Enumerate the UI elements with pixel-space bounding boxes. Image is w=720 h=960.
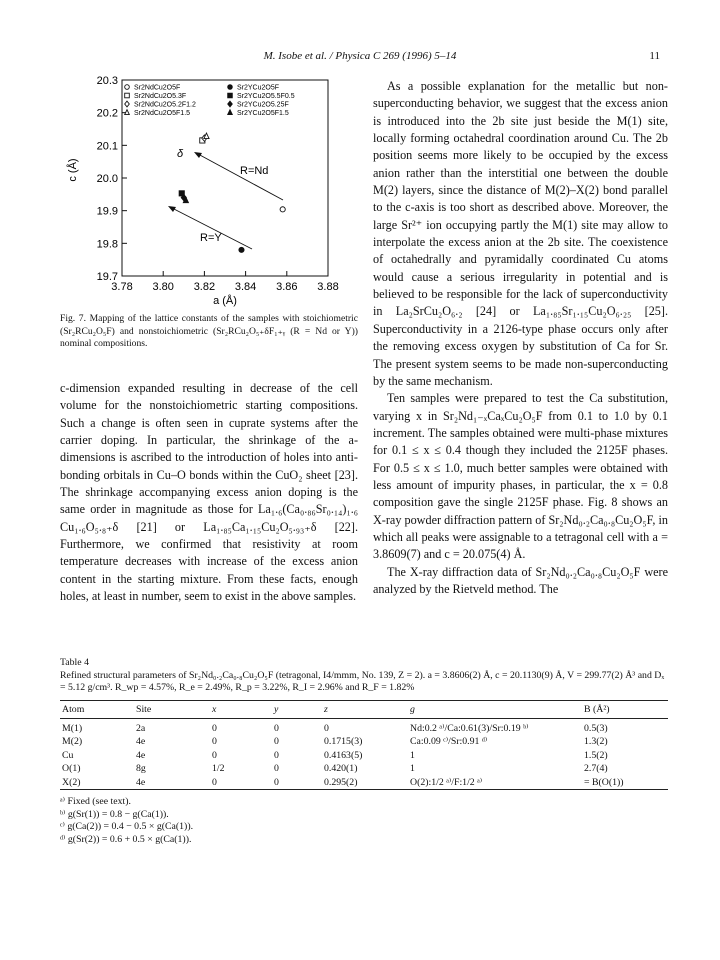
- table-cell: 0: [274, 722, 279, 734]
- col-header-site: Site: [134, 700, 210, 718]
- table-cell: 1.3(2): [584, 736, 608, 748]
- col-header-y: y: [272, 700, 322, 718]
- running-title: M. Isobe et al. / Physica C 269 (1996) 5–14: [263, 50, 457, 62]
- table-cell: Cu: [62, 749, 74, 761]
- data-point-marker: [228, 93, 233, 98]
- y-tick-label: 19.8: [96, 238, 118, 251]
- legend-entry: Sr2NdCu2O5F1.5: [134, 110, 191, 117]
- table-cell: 0: [274, 763, 279, 775]
- table-cell: 1: [410, 763, 415, 775]
- table-footnote: ᶜ⁾ g(Ca(2)) = 0.4 − 0.5 × g(Ca(1)).: [60, 821, 194, 832]
- table-cell: M(2): [62, 736, 83, 748]
- table-cell: 0.420(1): [324, 763, 358, 775]
- x-tick-label: 3.80: [152, 281, 174, 293]
- data-point-marker: [228, 85, 233, 90]
- col-header-b: B (Å²): [582, 700, 668, 718]
- table-row: [60, 749, 668, 763]
- table-cell: 0: [324, 722, 329, 734]
- table-cell: 1: [410, 749, 415, 761]
- x-axis-label: a (Å): [213, 295, 237, 307]
- table-title: Refined structural parameters of Sr₂Nd₀.₂Ca₀.₈Cu₂O₅F (tetragonal, I4/mmm, No. 139, Z = 2). a = 3.8606(2) Å, c = 20.1130(9) Å, V = 299.77(2) Å³ and Dₓ = 5.12 g/cm³. R_wp = 4.57%, R_e = 2.49%, R_p = 3.22%, R_I = 2.96% and R_F = 1.82%: [60, 669, 665, 693]
- table-cell: 2.7(4): [584, 763, 608, 775]
- table-cell: = B(O(1)): [584, 776, 624, 788]
- col-header-z: z: [322, 700, 408, 718]
- page-number: 11: [649, 50, 660, 62]
- table-cell: O(2):1/2 ᵃ⁾/F:1/2 ᵃ⁾: [410, 776, 483, 788]
- table-footnote: ᵈ⁾ g(Sr(2)) = 0.6 + 0.5 × g(Ca(1)).: [60, 833, 192, 845]
- label-r-y: R=Y: [200, 232, 222, 244]
- table-cell: X(2): [62, 776, 81, 788]
- table-cell: 0: [274, 776, 279, 788]
- table-cell: 0: [212, 722, 217, 734]
- table-4: [60, 657, 668, 846]
- table-cell: Nd:0.2 ᵃ⁾/Ca:0.61(3)/Sr:0.19 ᵇ⁾: [410, 722, 529, 734]
- legend-entry: Sr2NdCu2O5.2F1.2: [134, 101, 196, 109]
- table-row: [60, 762, 668, 776]
- data-point-marker: [125, 101, 130, 107]
- x-axis: [111, 271, 338, 293]
- data-point-marker: [125, 93, 130, 98]
- table-cell: 0.295(2): [324, 776, 358, 788]
- table-row: [60, 776, 668, 790]
- label-r-nd: R=Nd: [240, 165, 269, 177]
- legend-entry: Sr2YCu2O5F1.5: [237, 110, 289, 117]
- table-cell: 4e: [136, 736, 146, 748]
- data-point-marker: [228, 110, 233, 115]
- data-point-marker: [280, 207, 285, 212]
- x-tick-label: 3.88: [317, 281, 339, 293]
- y-tick-label: 19.9: [96, 205, 118, 218]
- data-point-marker: [125, 85, 130, 90]
- data-point-marker: [228, 101, 233, 107]
- legend-entry: Sr2YCu2O5.5F0.5: [237, 93, 295, 100]
- table-cell: 2a: [136, 722, 146, 734]
- table-row: [60, 735, 668, 749]
- data-point-marker: [239, 247, 244, 252]
- y-tick-label: 20.0: [96, 173, 118, 185]
- legend-entry: Sr2YCu2O5F: [237, 84, 280, 92]
- table-cell: 1.5(2): [584, 749, 608, 761]
- y-tick-label: 20.3: [96, 75, 118, 87]
- col-header-g: g: [408, 700, 582, 718]
- table-cell: 8g: [136, 763, 146, 775]
- table-cell: 0.5(3): [584, 722, 608, 734]
- table-cell: 0.4163(5): [324, 749, 363, 761]
- running-header: [60, 50, 660, 66]
- x-tick-label: 3.82: [193, 281, 216, 293]
- arrow-head-nd: [194, 152, 202, 158]
- table-cell: 0: [274, 736, 279, 748]
- legend-entry: Sr2NdCu2O5F: [134, 84, 181, 92]
- table-cell: O(1): [62, 763, 81, 775]
- table-cell: 0.1715(3): [324, 736, 363, 748]
- left-column-text: [60, 380, 358, 605]
- col-header-atom: Atom: [60, 700, 134, 718]
- right-paragraph-3: The X-ray diffraction data of Sr₂Nd₀.₂Ca₀.₈Cu₂O₅F were analyzed by the Rietveld method. The: [373, 564, 668, 596]
- figure-7-chart: [60, 70, 360, 310]
- x-tick-label: 3.86: [276, 281, 298, 293]
- table-footnotes: [60, 796, 668, 846]
- chart-legend: [125, 85, 295, 118]
- table-cell: 0: [274, 749, 279, 761]
- right-paragraph-2: Ten samples were prepared to test the Ca substitution, varying x in Sr₂Nd₁₋ₓCaₓCu₂O₅F from 0.1 to 1.0 by 0.1 increment. The samples obtained were multi-phase mixtures for 0.1 ≤ x ≤ 0.4 though they included the 2125F phases. For 0.5 ≤ x ≤ 1.0, much better samples were obtained with less amount of impurity phases, in particular, the x = 0.8 composition gave the single 2125F phase. Fig. 8 shows an X-ray powder diffraction pattern of Sr₂Nd₀.₂Ca₀.₈Cu₂O₅F, in which all peaks were assignable to a tetragonal cell with a = 3.8609(7) and c = 20.075(4) Å.: [373, 391, 668, 562]
- right-column-text: [373, 78, 668, 598]
- table-cell: 0: [212, 776, 217, 788]
- delta-label: δ: [177, 148, 184, 160]
- structural-parameters-table: [60, 700, 668, 791]
- table-cell: 4e: [136, 776, 146, 788]
- x-tick-label: 3.78: [111, 281, 133, 293]
- table-label: Table 4: [60, 657, 89, 668]
- figure-caption: Fig. 7. Mapping of the lattice constants of the samples with stoichiometric (Sr₂RCu₂O₅F) and nonstoichiometric (Sr₂RCu₂O₅₊δF₁₊ᵧ (R = Nd or Y)) nominal compositions.: [60, 313, 358, 349]
- col-header-x: x: [210, 700, 272, 718]
- y-tick-label: 20.2: [96, 107, 118, 120]
- table-cell: 0: [212, 736, 217, 748]
- table-header-row: [60, 700, 668, 718]
- table-cell: Ca:0.09 ᶜ⁾/Sr:0.91 ᵈ⁾: [410, 736, 488, 748]
- trend-line-nd: [198, 154, 283, 200]
- legend-entry: Sr2NdCu2O5.3F: [134, 93, 187, 100]
- table-row: [60, 718, 668, 735]
- table-cell: 1/2: [212, 763, 225, 775]
- right-paragraph-1: As a possible explanation for the metallic but non-superconducting behavior, we suggest that the excess anion is introduced into the 2b site just beside the M(1) site, locally forming octahedral coordination around Cu. The 2b position seems more likely to be occupied by the excess anion rather than the interstitial one between the double M(2) layers, since the distance of M(2)–X(2) bond parallel to the c-axis is too short as described above. Moreover, the large Sr²⁺ ion occupying partly the M(1) site may allow to interpolate the excess anion at the 2b site. The coexistence of octahedrally and pyramidally coordinated Cu atoms would cause a serious irregularity in potential and is believed to be responsible for the lack of superconductivity in La₂SrCu₂O₆.₂ [24] or La₁.₈₅Sr₁.₁₅Cu₂O₆.₂₅ [25]. Superconductivity in a 2126-type phase occurs only after the removing excess oxygen by substitution of Ca for Sr. The present system seems to be made non-superconducting by the same mechanism.: [373, 79, 668, 388]
- data-point-marker: [125, 110, 130, 115]
- table-cell: 0: [212, 749, 217, 761]
- table-footnote: ᵃ⁾ Fixed (see text).: [60, 796, 131, 807]
- x-tick-label: 3.84: [234, 281, 257, 293]
- y-tick-label: 19.7: [96, 271, 118, 283]
- table-cell: M(1): [62, 722, 83, 734]
- y-tick-label: 20.1: [96, 140, 118, 153]
- table-cell: 4e: [136, 749, 146, 761]
- left-paragraph: c-dimension expanded resulting in decrease of the cell volume for the nonstoichiometric starting compositions. Such a change is often seen in cuprate systems after the carrier doping. In particular, the shrinkage of the a-dimensions is ascribed to the introduction of holes into anti-bonding orbitals in Cu–O bonds within the CuO₂ sheet [23]. The shrinkage accompanying excess anion doping is the same order in magnitude as those for La₁.₆(Ca₀.₈₆Sr₀.₁₄)₁.₆ Cu₁.₆O₅.₈₊δ [21] or La₁.₈₅Ca₁.₁₅Cu₂O₅.₉₃₊δ [22]. Furthermore, we confirmed that resistivity at room temperature decreases with increase of the excess anion content in the starting mixture. From these facts, enough holes, at least in number, seem to exist in the above samples.: [60, 381, 358, 604]
- table-footnote: ᵇ⁾ g(Sr(1)) = 0.8 − g(Ca(1)).: [60, 808, 169, 820]
- legend-entry: Sr2YCu2O5.25F: [237, 101, 289, 109]
- y-axis-label: c (Å): [67, 158, 79, 182]
